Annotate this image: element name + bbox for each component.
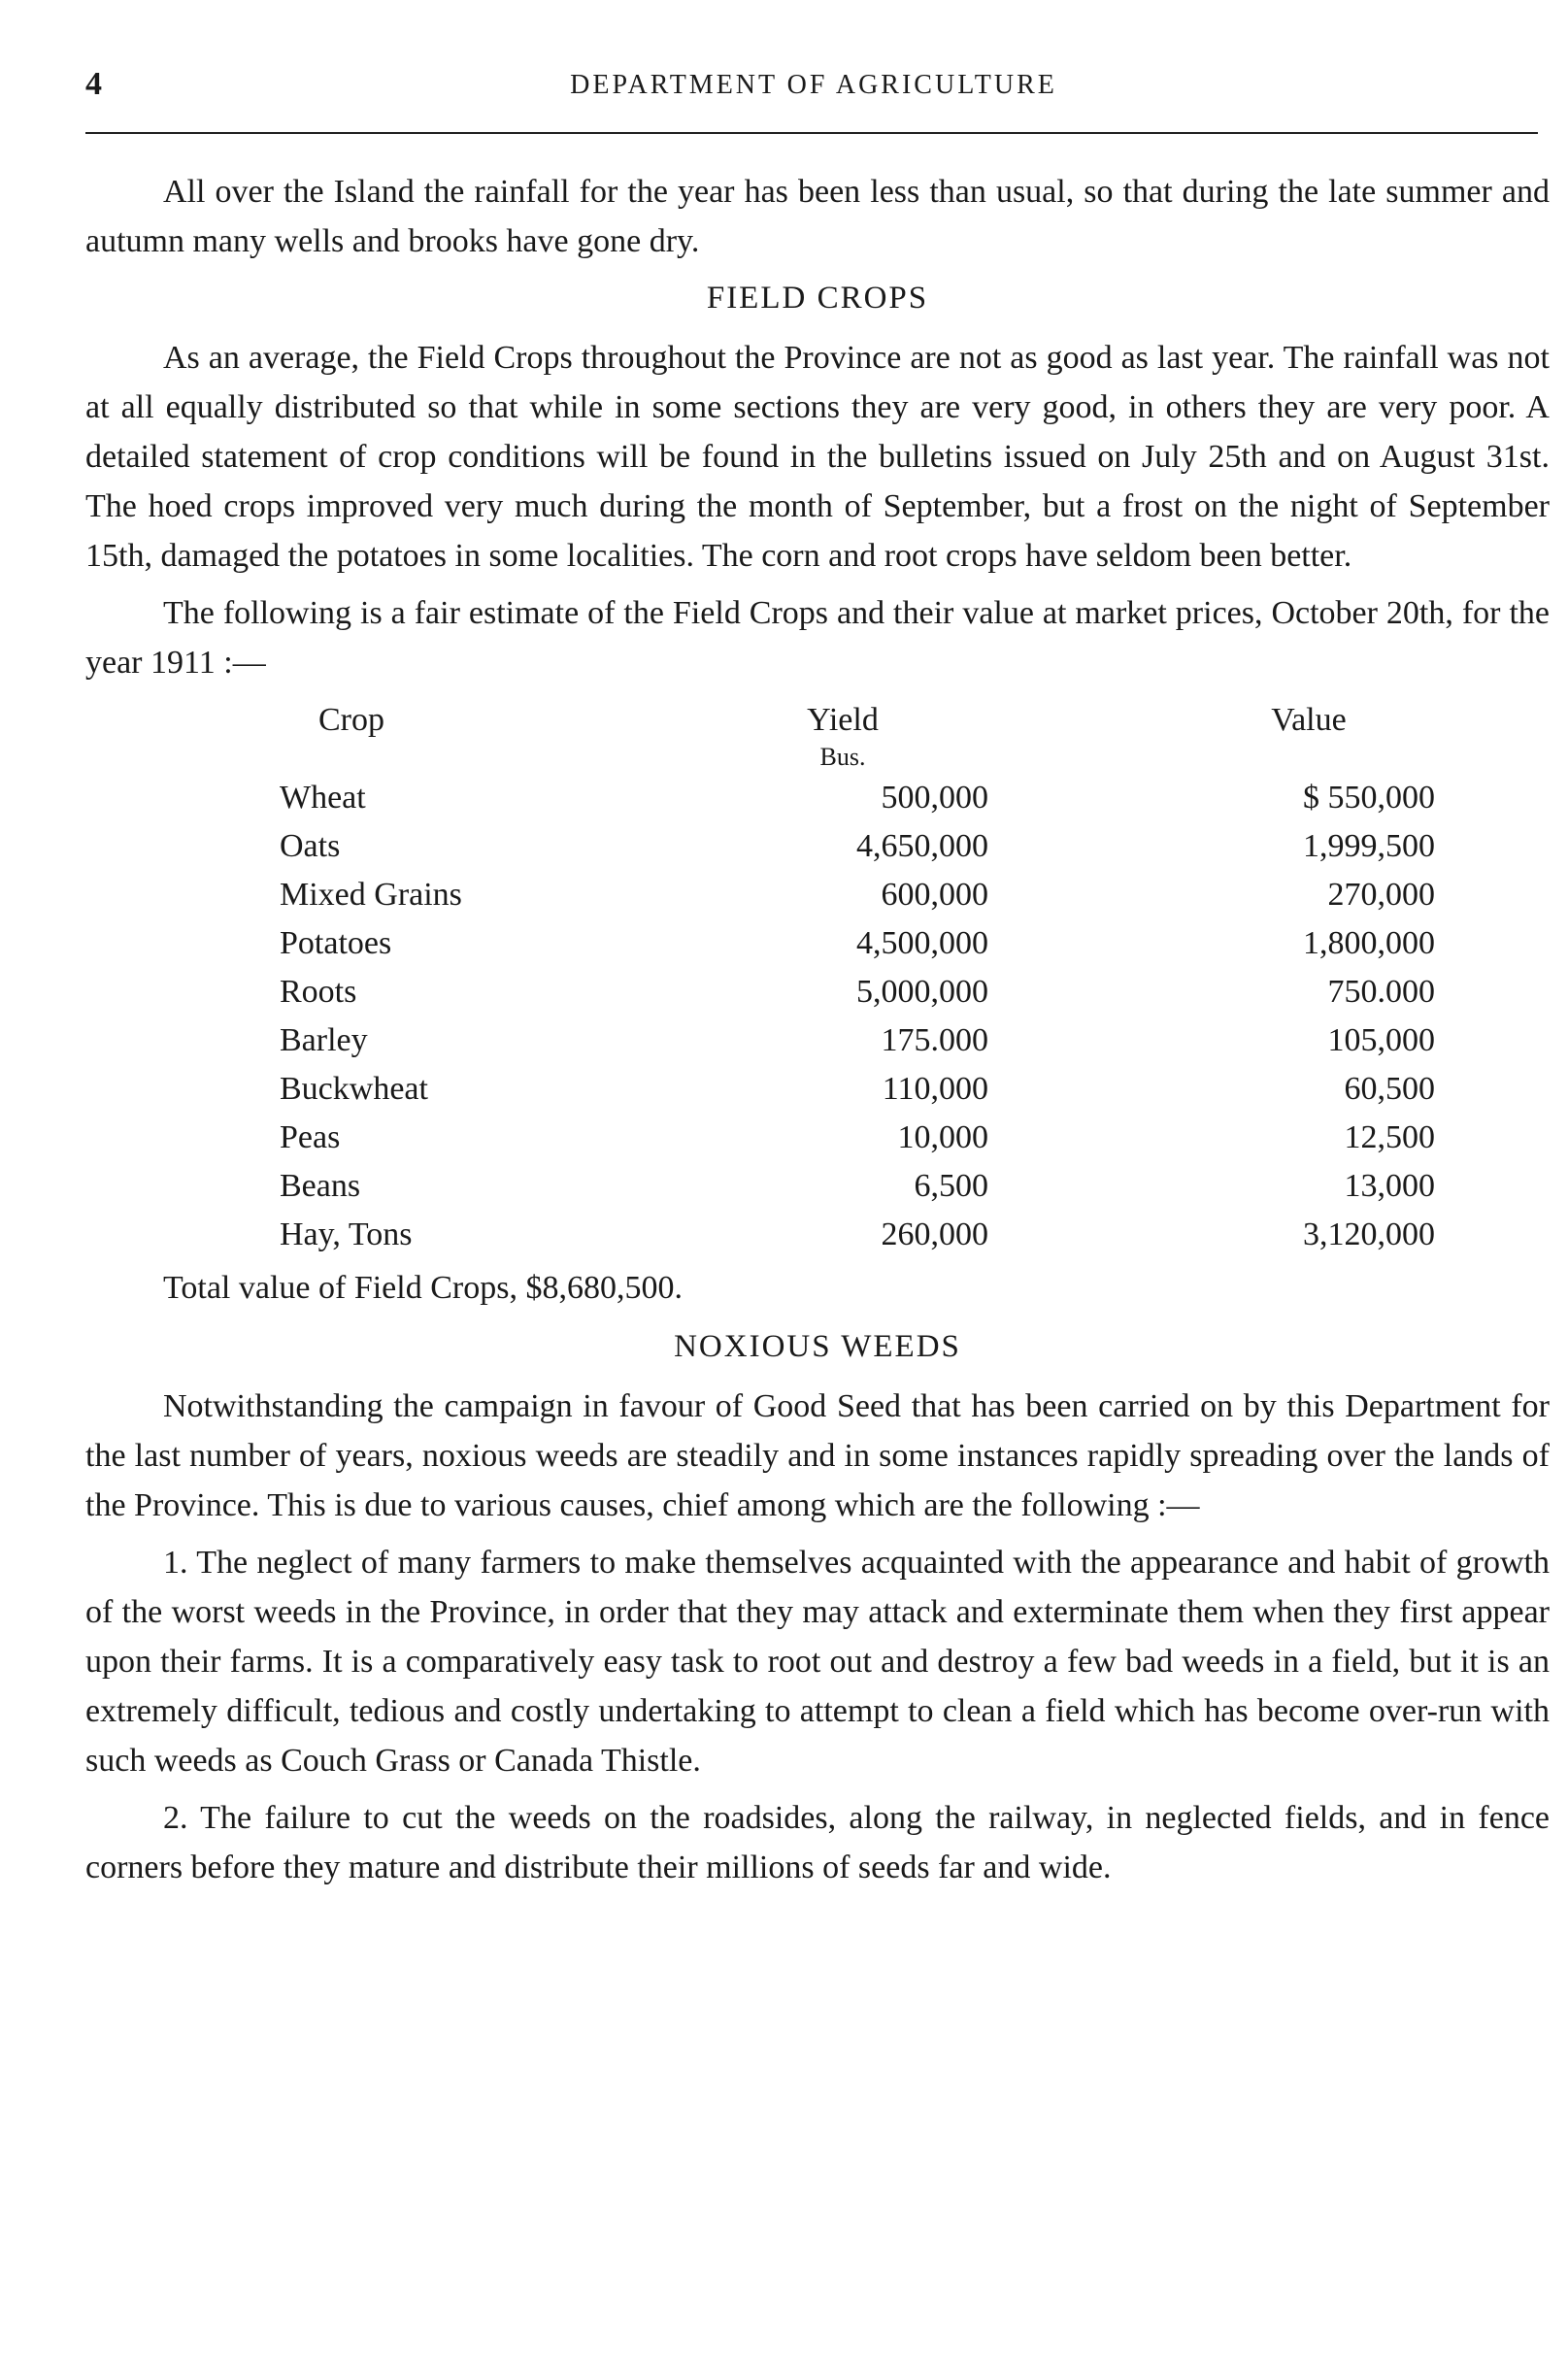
table-row [85,967,1542,1016]
table-row [85,918,1542,967]
crop-yield: 260,000 [881,1216,988,1252]
crop-name: Potatoes [280,925,392,961]
crop-value: 1,999,500 [1303,828,1435,864]
crop-value: 105,000 [1327,1022,1435,1058]
crop-value: 270,000 [1327,877,1435,913]
crop-yield: 500,000 [881,780,988,816]
column-header-value: Value [1271,702,1347,738]
crop-value: 1,800,000 [1303,925,1435,961]
page-body [85,167,1550,1900]
table-row [85,773,1542,821]
crop-yield: 600,000 [881,877,988,913]
crop-name: Oats [280,828,341,864]
table-row [85,1016,1542,1064]
crop-name: Mixed Grains [280,877,462,913]
table-row [85,1161,1542,1210]
column-header-yield: Yield [807,702,879,738]
intro-paragraph: All over the Island the rainfall for the year has been less than usual, so that during the late summer and autumn many wells and brooks have gone dry. [85,174,1550,259]
crop-value: 12,500 [1344,1119,1435,1155]
column-header-crop: Crop [318,702,384,738]
table-row [85,870,1542,918]
crop-name: Roots [280,974,357,1010]
crop-name: Peas [280,1119,341,1155]
crop-yield: 110,000 [882,1071,988,1107]
field-crops-paragraph-2: The following is a fair estimate of the Field Crops and their value at market prices, October 20th, for the year 1911 :— [85,595,1550,681]
crop-yield: 6,500 [914,1168,988,1204]
page-header [85,58,1542,107]
crop-table [85,695,1550,1263]
crop-yield: 4,650,000 [856,828,988,864]
crop-value: 13,000 [1344,1168,1435,1204]
yield-unit: Bus. [819,743,866,771]
noxious-weeds-item-1: 1. The neglect of many farmers to make themselves acquainted with the appearance and habit of growth of the worst weeds in the Province, in order that they may attack and exterminate them when they first appear upon their farms. It is a comparatively easy task to root out and destroy a few bad weeds in a field, but it is an extremely difficult, tedious and costly undertaking to attempt to clean a field which has become over-run with such weeds as Couch Grass or Canada Thistle. [85,1545,1550,1779]
crop-name: Hay, Tons [280,1216,413,1252]
crop-value: $ 550,000 [1303,780,1435,816]
crop-yield: 175.000 [881,1022,988,1058]
field-crops-total: Total value of Field Crops, $8,680,500. [163,1270,683,1306]
noxious-weeds-item-2: 2. The failure to cut the weeds on the roadsides, along the railway, in neglected fields, and in fence corners before they mature and distribute their millions of seeds far and wide. [85,1800,1550,1885]
field-crops-paragraph-1: As an average, the Field Crops throughout the Province are not as good as last year. The rainfall was not at all equally distributed so that while in some sections they are very good, in others they are very poor. A detailed statement of crop conditions will be found in the bulletins issued on July 25th and on August 31st. The hoed crops improved very much during the month of September, but a frost on the night of September 15th, damaged the potatoes in some localities. The corn and root crops have seldom been better. [85,340,1550,574]
crop-value: 60,500 [1344,1071,1435,1107]
page-number: 4 [85,66,102,102]
table-row [85,1064,1542,1113]
running-title: DEPARTMENT OF AGRICULTURE [570,70,1057,100]
field-crops-heading: FIELD CROPS [706,281,929,316]
table-row [85,1210,1542,1258]
table-row [85,1113,1542,1161]
crop-value: 750.000 [1327,974,1435,1010]
noxious-weeds-heading: NOXIOUS WEEDS [674,1329,961,1364]
crop-name: Buckwheat [280,1071,428,1107]
crop-name: Beans [280,1168,361,1204]
crop-yield: 10,000 [897,1119,988,1155]
crop-value: 3,120,000 [1303,1216,1435,1252]
crop-yield: 4,500,000 [856,925,988,961]
crop-name: Barley [280,1022,368,1058]
noxious-weeds-paragraph-1: Notwithstanding the campaign in favour of Good Seed that has been carried on by this Department for the last number of years, noxious weeds are steadily and in some instances rapidly spreading over the lands of the Province. This is due to various causes, chief among which are the following :— [85,1388,1550,1523]
table-row [85,821,1542,870]
crop-table-unit-row [85,732,1542,771]
crop-yield: 5,000,000 [856,974,988,1010]
crop-name: Wheat [280,780,366,816]
header-rule [85,132,1538,134]
